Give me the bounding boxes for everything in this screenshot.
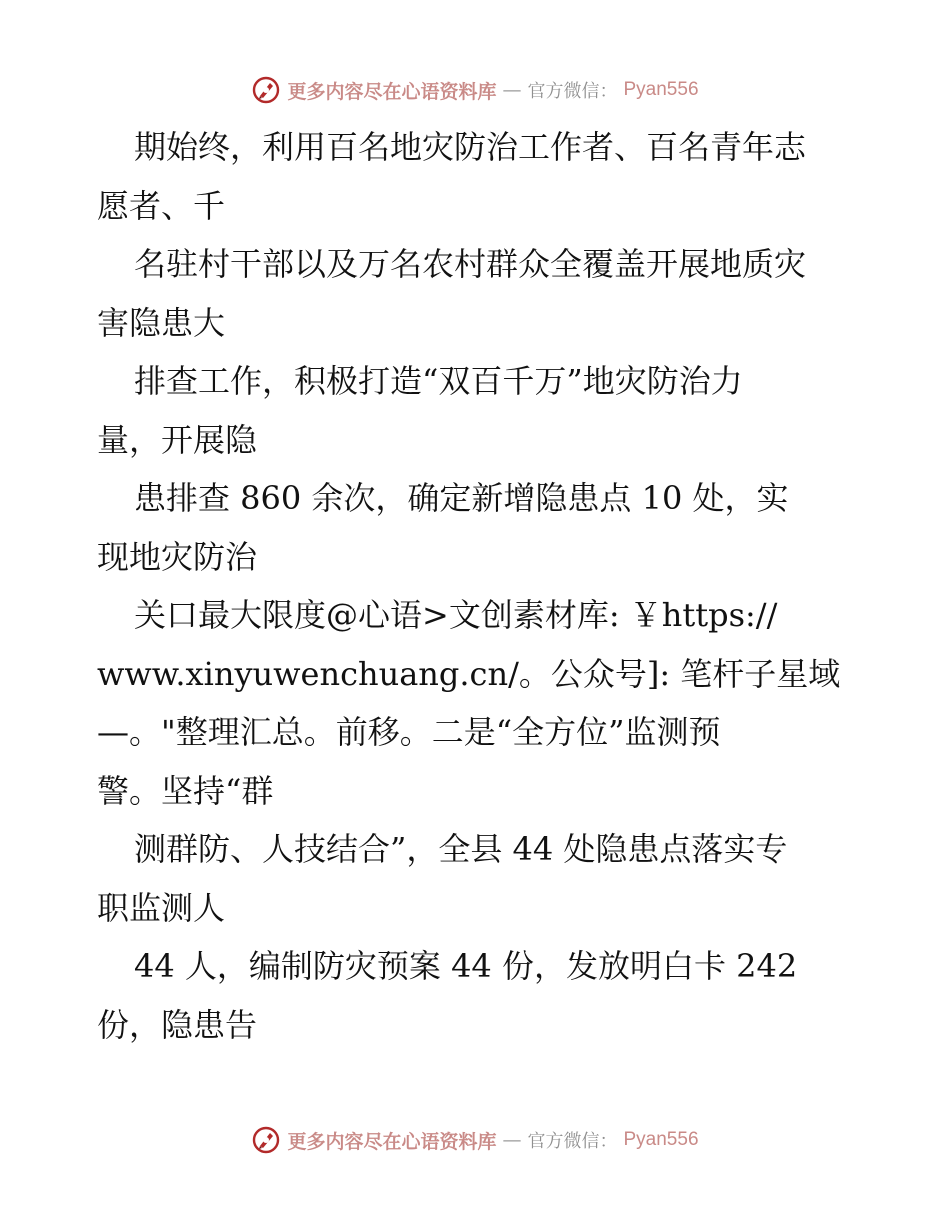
body-line: 量，开展隐 <box>97 420 258 459</box>
footer-account: Pyan556 <box>623 1129 699 1150</box>
body-line: —。"整理汇总。前移。二是“全方位”监测预 <box>97 713 721 751</box>
body-line: 现地灾防治 <box>97 537 258 576</box>
body-line: 份，隐患告 <box>97 1005 258 1044</box>
footer-main-text: 更多内容尽在心语资料库 <box>287 1130 497 1153</box>
body-line: 名驻村干部以及万名农村群众全覆盖开展地质灾 <box>134 245 807 283</box>
body-line: 患排查 860 余次，确定新增隐患点 10 处，实 <box>134 479 789 517</box>
header-banner <box>0 70 950 110</box>
body-line: 期始终，利用百名地灾防治工作者、百名青年志 <box>134 128 807 166</box>
footer-label: 官方微信： <box>527 1131 618 1152</box>
body-line: 职监测人 <box>97 888 226 927</box>
header-main-text: 更多内容尽在心语资料库 <box>287 80 497 103</box>
footer-banner <box>0 1120 950 1160</box>
header-dash: — <box>502 79 522 101</box>
pen-logo-icon <box>251 1125 281 1155</box>
pen-logo-icon <box>251 75 281 105</box>
body-line: www.xinyuwenchuang.cn/。公众号]: 笔杆子星域 <box>97 654 841 693</box>
header-account: Pyan556 <box>623 79 699 100</box>
document-body <box>97 118 857 1054</box>
body-line: 愿者、千 <box>97 186 226 225</box>
body-line: 警。坚持“群 <box>97 771 274 810</box>
body-line: 44 人，编制防灾预案 44 份，发放明白卡 242 <box>134 947 798 985</box>
body-line: 测群防、人技结合”，全县 44 处隐患点落实专 <box>134 830 788 868</box>
body-line: 排查工作，积极打造“双百千万”地灾防治力 <box>134 362 743 400</box>
body-line: 关口最大限度@心语>文创素材库: ￥https:// <box>134 596 778 634</box>
header-label: 官方微信： <box>527 81 618 102</box>
body-line: 害隐患大 <box>97 303 226 342</box>
footer-dash: — <box>502 1129 522 1151</box>
